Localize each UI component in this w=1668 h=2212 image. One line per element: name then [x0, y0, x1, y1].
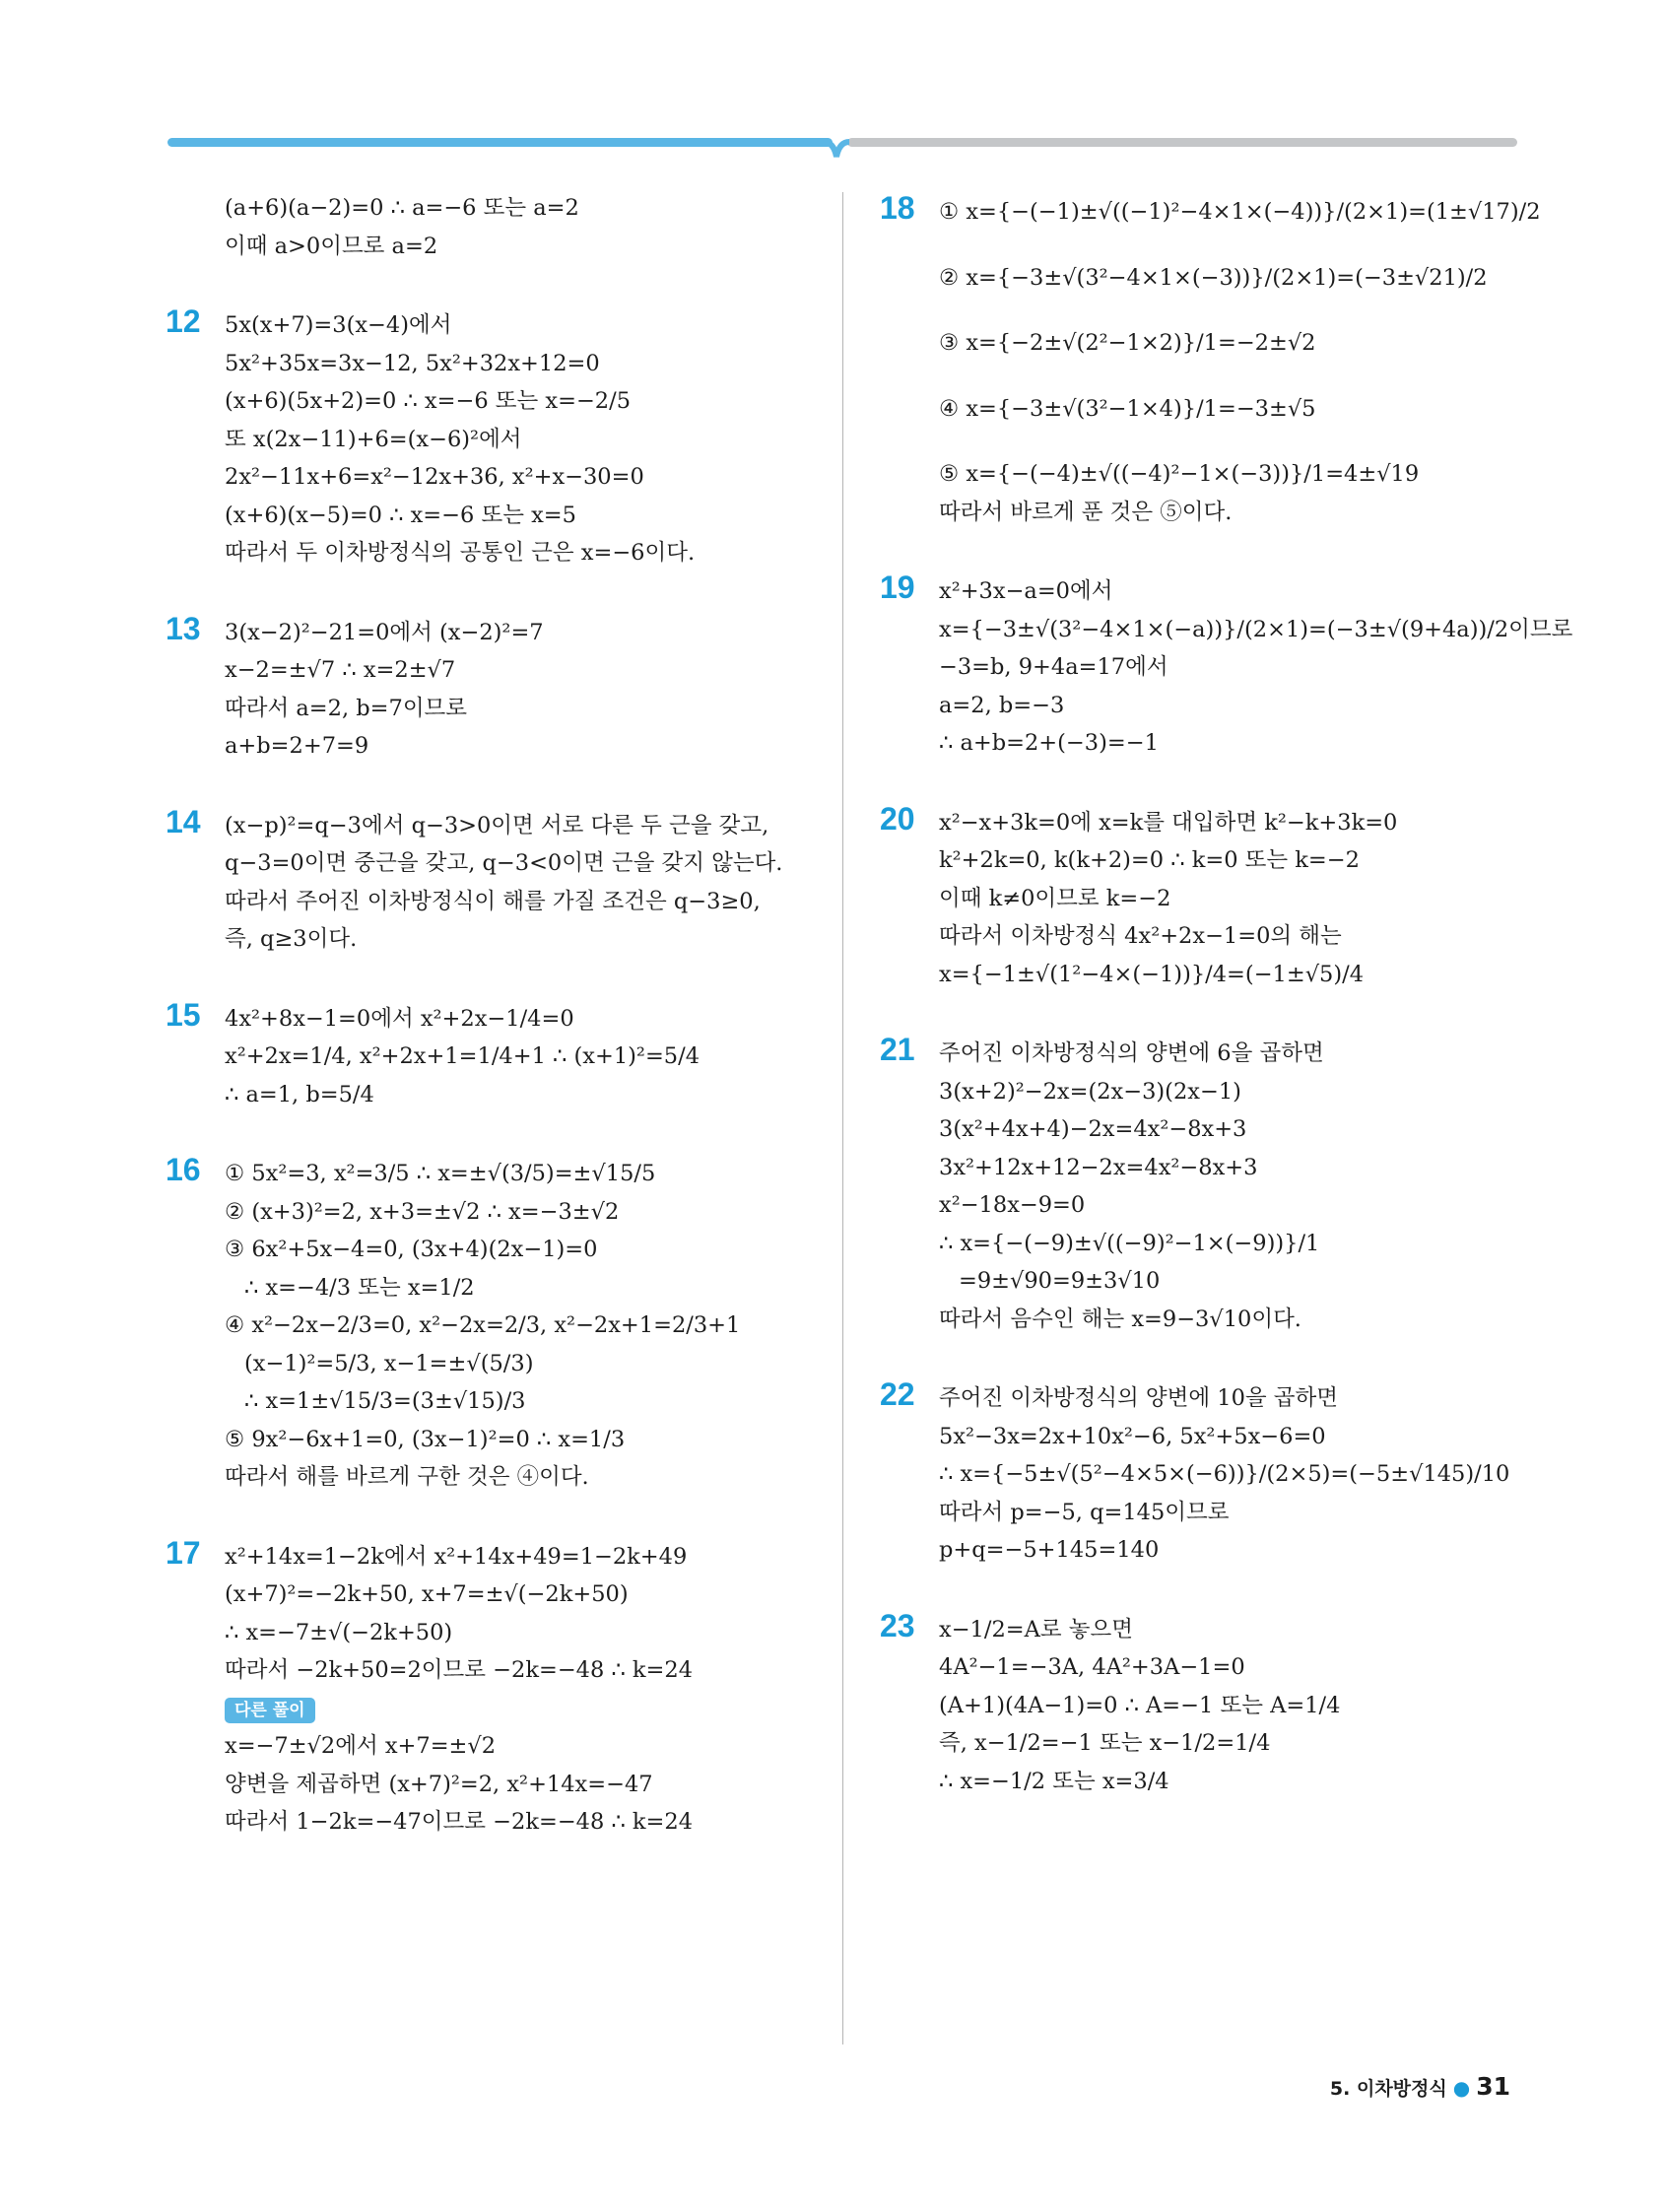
- solution-line: (A+1)(4A−1)=0 ∴ A=−1 또는 A=1/4: [939, 1692, 1341, 1718]
- solution-line: (a+6)(a−2)=0 ∴ a=−6 또는 a=2: [225, 195, 579, 221]
- solution-12: [166, 302, 811, 572]
- right-column: [880, 189, 1573, 1800]
- solution-line: ∴ x=−1/2 또는 x=3/4: [939, 1768, 1169, 1794]
- solution-20: [880, 800, 1520, 994]
- solution-line: (x+6)(5x+2)=0 ∴ x=−6 또는 x=−2/5: [225, 388, 632, 414]
- solution-line: 주어진 이차방정식의 양변에 10을 곱하면: [939, 1385, 1338, 1411]
- solution-line: 따라서 바르게 푼 것은 ⑤이다.: [939, 499, 1233, 525]
- solution-line: 즉, q≥3이다.: [225, 926, 358, 952]
- solution-line: 5x(x+7)=3(x−4)에서: [225, 312, 452, 338]
- problem-number: 15: [166, 996, 201, 1033]
- problem-number: 17: [166, 1534, 201, 1571]
- solution-line: ② x={−3±√(3²−4×1×(−3))}/(2×1)=(−3±√21)/2: [939, 264, 1488, 291]
- solution-line: k²+2k=0, k(k+2)=0 ∴ k=0 또는 k=−2: [939, 847, 1360, 873]
- problem-number: 12: [166, 303, 201, 339]
- problem-number: 22: [880, 1376, 915, 1412]
- solution-line: p+q=−5+145=140: [939, 1537, 1160, 1563]
- solution-line: 이때 k≠0이므로 k=−2: [939, 885, 1171, 911]
- solution-line: ∴ x=−7±√(−2k+50): [225, 1619, 453, 1645]
- solution-line: ⑤ 9x²−6x+1=0, (3x−1)²=0 ∴ x=1/3: [225, 1426, 626, 1452]
- solution-line: ∴ x={−5±√(5²−4×5×(−6))}/(2×5)=(−5±√145)/10: [939, 1461, 1510, 1487]
- solution-line: x−2=±√7 ∴ x=2±√7: [225, 657, 456, 683]
- solution-line: x−1/2=A로 놓으면: [939, 1616, 1133, 1642]
- solution-line: ① x={−(−1)±√((−1)²−4×1×(−4))}/(2×1)=(1±√17)/2: [939, 199, 1541, 225]
- solution-line: (x−1)²=5/3, x−1=±√(5/3): [244, 1350, 534, 1376]
- solution-line: a=2, b=−3: [939, 692, 1065, 718]
- alternative-solution-badge: 다른 풀이: [225, 1698, 315, 1723]
- solution-line: −3=b, 9+4a=17에서: [939, 654, 1168, 680]
- solution-line: x={−3±√(3²−4×1×(−a))}/(2×1)=(−3±√(9+4a))/2이므로: [939, 616, 1573, 642]
- solution-line: 3(x²+4x+4)−2x=4x²−8x+3: [939, 1116, 1247, 1142]
- solution-line: ∴ a=1, b=5/4: [225, 1081, 374, 1107]
- solution-13: [166, 610, 811, 766]
- solution-line: ∴ x={−(−9)±√((−9)²−1×(−9))}/1: [939, 1230, 1320, 1256]
- solution-line: 따라서 a=2, b=7이므로: [225, 695, 468, 721]
- solution-line: ④ x²−2x−2/3=0, x²−2x=2/3, x²−2x+1=2/3+1: [225, 1312, 741, 1338]
- problem-number: 16: [166, 1152, 201, 1187]
- solution-line: 주어진 이차방정식의 양변에 6을 곱하면: [939, 1040, 1324, 1066]
- solution-line: ∴ a+b=2+(−3)=−1: [939, 730, 1159, 756]
- solution-line: ∴ x=−4/3 또는 x=1/2: [244, 1274, 475, 1301]
- solution-19: [880, 569, 1573, 763]
- solution-line: 4x²+8x−1=0에서 x²+2x−1/4=0: [225, 1005, 574, 1032]
- problem-number: 14: [166, 803, 201, 839]
- solution-line: 이때 a>0이므로 a=2: [225, 233, 438, 259]
- solution-17: [166, 1534, 811, 1842]
- solution-21: [880, 1031, 1520, 1338]
- solution-23: [880, 1607, 1520, 1801]
- solution-11-cont: [166, 189, 811, 265]
- solution-16: [166, 1151, 811, 1497]
- solution-line: 따라서 1−2k=−47이므로 −2k=−48 ∴ k=24: [225, 1809, 694, 1835]
- column-divider: [842, 192, 843, 2044]
- solution-line: x²+3x−a=0에서: [939, 578, 1113, 604]
- solution-line: x²+14x=1−2k에서 x²+14x+49=1−2k+49: [225, 1543, 688, 1570]
- solution-line: 3(x−2)²−21=0에서 (x−2)²=7: [225, 619, 544, 645]
- solution-line: 2x²−11x+6=x²−12x+36, x²+x−30=0: [225, 464, 644, 490]
- solution-line: 3x²+12x+12−2x=4x²−8x+3: [939, 1154, 1258, 1180]
- solution-line: ∴ x=1±√15/3=(3±√15)/3: [244, 1388, 526, 1414]
- solution-15: [166, 996, 811, 1114]
- solution-line: x²+2x=1/4, x²+2x+1=1/4+1 ∴ (x+1)²=5/4: [225, 1043, 701, 1069]
- solution-line: 3(x+2)²−2x=(2x−3)(2x−1): [939, 1078, 1241, 1105]
- header-bar-right: [847, 138, 1517, 147]
- solution-line: x²−18x−9=0: [939, 1192, 1086, 1218]
- header-bar-left: [167, 138, 833, 147]
- solution-line: 따라서 −2k+50=2이므로 −2k=−48 ∴ k=24: [225, 1657, 694, 1683]
- solution-line: 따라서 p=−5, q=145이므로: [939, 1499, 1230, 1525]
- solution-line: ③ x={−2±√(2²−1×2)}/1=−2±√2: [939, 330, 1316, 356]
- solution-line: 따라서 주어진 이차방정식이 해를 가질 조건은 q−3≥0,: [225, 888, 761, 914]
- problem-number: 21: [880, 1032, 915, 1067]
- solution-line: ① 5x²=3, x²=3/5 ∴ x=±√(3/5)=±√15/5: [225, 1161, 656, 1186]
- solution-line: (x−p)²=q−3에서 q−3>0이면 서로 다른 두 근을 갖고,: [225, 812, 769, 838]
- solution-14: [166, 803, 811, 959]
- solution-line: (x+6)(x−5)=0 ∴ x=−6 또는 x=5: [225, 502, 576, 528]
- solution-line: ② (x+3)²=2, x+3=±√2 ∴ x=−3±√2: [225, 1198, 620, 1225]
- solution-line: 5x²+35x=3x−12, 5x²+32x+12=0: [225, 350, 600, 376]
- solution-line: x=−7±√2에서 x+7=±√2: [225, 1733, 497, 1759]
- bullet-dot-icon: ●: [1452, 2076, 1471, 2100]
- solution-line: x={−1±√(1²−4×(−1))}/4=(−1±√5)/4: [939, 961, 1365, 987]
- solution-line: 즉, x−1/2=−1 또는 x−1/2=1/4: [939, 1730, 1271, 1756]
- solution-line: (x+7)²=−2k+50, x+7=±√(−2k+50): [225, 1581, 629, 1607]
- solution-line: a+b=2+7=9: [225, 733, 369, 759]
- page-number: 31: [1476, 2072, 1510, 2101]
- left-column: [166, 189, 811, 1842]
- solution-line: 양변을 제곱하면 (x+7)²=2, x²+14x=−47: [225, 1771, 653, 1797]
- solution-line: q−3=0이면 중근을 갖고, q−3<0이면 근을 갖지 않는다.: [225, 850, 783, 876]
- problem-number: 19: [880, 570, 915, 605]
- solution-line: 또 x(2x−11)+6=(x−6)²에서: [225, 426, 522, 452]
- problem-number: 20: [880, 800, 915, 837]
- solution-line: 따라서 음수인 해는 x=9−3√10이다.: [939, 1306, 1301, 1332]
- solution-line: 4A²−1=−3A, 4A²+3A−1=0: [939, 1654, 1245, 1680]
- solution-line: 따라서 이차방정식 4x²+2x−1=0의 해는: [939, 923, 1342, 949]
- solution-line: 따라서 두 이차방정식의 공통인 근은 x=−6이다.: [225, 540, 696, 566]
- solution-line: x²−x+3k=0에 x=k를 대입하면 k²−k+3k=0: [939, 809, 1398, 836]
- solution-line: 5x²−3x=2x+10x²−6, 5x²+5x−6=0: [939, 1423, 1326, 1449]
- chapter-title: 5. 이차방정식: [1329, 2078, 1447, 2100]
- solution-22: [880, 1375, 1520, 1570]
- solution-line: 따라서 해를 바르게 구한 것은 ④이다.: [225, 1464, 589, 1490]
- header-notch: [824, 137, 849, 159]
- solution-line: ⑤ x={−(−4)±√((−4)²−1×(−3))}/1=4±√19: [939, 461, 1420, 487]
- solution-line: =9±√90=9±3√10: [959, 1268, 1161, 1294]
- page-footer: [1330, 2072, 1510, 2101]
- solution-line: ③ 6x²+5x−4=0, (3x+4)(2x−1)=0: [225, 1237, 598, 1262]
- problem-number: 13: [166, 610, 201, 646]
- solution-line: ④ x={−3±√(3²−1×4)}/1=−3±√5: [939, 395, 1316, 422]
- solution-18: [880, 189, 1541, 531]
- problem-number: 18: [880, 190, 915, 226]
- problem-number: 23: [880, 1607, 915, 1643]
